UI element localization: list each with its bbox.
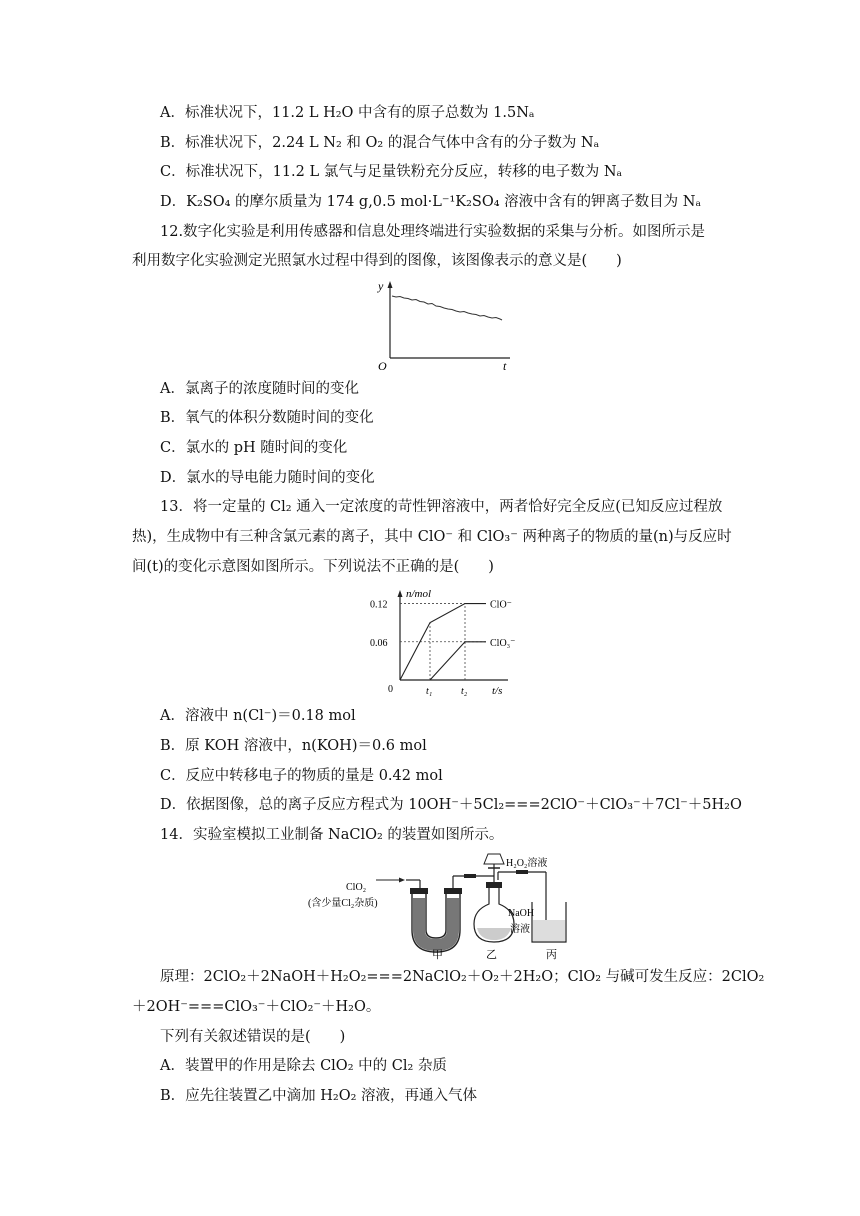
apparatus-label-yi: 乙 [486, 949, 497, 960]
q14-ask: 下列有关叙述错误的是( ) [160, 1029, 346, 1045]
q11-option-d: D．K₂SO₄ 的摩尔质量为 174 g,0.5 mol·L⁻¹K₂SO₄ 溶液中含有的钾离子数目为 Nₐ [160, 194, 702, 210]
q13-option-c: C．反应中转移电子的物质的量是 0.42 mol [160, 768, 443, 784]
q12-option-c: C．氯水的 pH 随时间的变化 [160, 440, 348, 456]
x-tick-label: t₂ [461, 686, 468, 697]
q12-x-label: t [503, 359, 507, 373]
q11-option-a: A．标准状况下，11.2 L H₂O 中含有的原子总数为 1.5Nₐ [160, 105, 535, 121]
series-label-1: ClO₃⁻ [490, 637, 516, 649]
series-line-1 [430, 642, 486, 680]
q13-option-d: D．依据图像，总的离子反应方程式为 10OH⁻＋5Cl₂===2ClO⁻＋ClO₃⁻＋7Cl⁻＋5H₂O [160, 797, 742, 813]
y-axis-label: n/mol [406, 588, 432, 600]
y-tick-label: 0.06 [370, 637, 388, 649]
x-axis-label: t/s [492, 685, 503, 697]
apparatus-funnel-label: H₂O₂溶液 [506, 858, 548, 869]
q13-stem-line2: 热)，生成物中有三种含氯元素的离子，其中 ClO⁻ 和 ClO₃⁻ 两种离子的物质的量(n)与反应时 [132, 529, 732, 545]
q12-curve [392, 296, 502, 320]
y-tick-label: 0 [388, 684, 393, 695]
q12-stem-line1: 12.数字化实验是利用传感器和信息处理终端进行实验数据的采集与分析。如图所示是 [160, 224, 706, 240]
q14-option-a: A．装置甲的作用是除去 ClO₂ 中的 Cl₂ 杂质 [160, 1058, 447, 1074]
q12-stem-line2: 利用数字化实验测定光照氯水过程中得到的图像，该图像表示的意义是( ) [132, 253, 622, 269]
x-tick-label: t₁ [426, 686, 433, 697]
y-axis-arrow [398, 590, 403, 597]
q12-option-d: D．氯水的导电能力随时间的变化 [160, 470, 375, 486]
apparatus-naoh-label-2: 溶液 [510, 924, 530, 935]
apparatus-naoh-label-1: NaOH [508, 908, 535, 919]
q14-apparatus [302, 852, 582, 960]
q12-y-label: y [378, 279, 384, 293]
apparatus-label-jia: 甲 [432, 949, 443, 960]
apparatus-impurity-label: (含少量Cl₂杂质) [308, 898, 378, 909]
q11-option-c: C．标准状况下，11.2 L 氯气与足量铁粉充分反应，转移的电子数为 Nₐ [160, 164, 623, 180]
y-tick-label: 0.12 [370, 599, 388, 611]
q14-principle-line1: 原理：2ClO₂＋2NaOH＋H₂O₂===2NaClO₂＋O₂＋2H₂O；ClO₂ 与碱可发生反应：2ClO₂ [160, 969, 765, 985]
q13-option-a: A．溶液中 n(Cl⁻)＝0.18 mol [160, 708, 356, 724]
series-label-0: ClO⁻ [490, 599, 512, 611]
apparatus-label-bing: 丙 [546, 949, 557, 960]
q14-option-b: B．应先往装置乙中滴加 H₂O₂ 溶液，再通入气体 [160, 1088, 478, 1104]
q11-option-b: B．标准状况下，2.24 L N₂ 和 O₂ 的混合气体中含有的分子数为 Nₐ [160, 135, 600, 151]
q12-origin-label: O [378, 359, 387, 373]
q12-option-a: A．氯离子的浓度随时间的变化 [160, 381, 359, 397]
apparatus-gas-label: ClO₂ [346, 882, 367, 893]
q12-option-b: B．氧气的体积分数随时间的变化 [160, 410, 374, 426]
q13-chart [362, 584, 522, 700]
q12-graph [370, 278, 520, 374]
q14-principle-line2: ＋2OH⁻===ClO₃⁻＋ClO₂⁻＋H₂O。 [132, 999, 381, 1015]
q14-stem: 14．实验室模拟工业制备 NaClO₂ 的装置如图所示。 [160, 827, 504, 843]
q13-stem-line1: 13．将一定量的 Cl₂ 通入一定浓度的苛性钾溶液中，两者恰好完全反应(已知反应过程放 [160, 499, 723, 515]
q13-option-b: B．原 KOH 溶液中，n(KOH)＝0.6 mol [160, 738, 427, 754]
q13-stem-line3: 间(t)的变化示意图如图所示。下列说法不正确的是( ) [132, 559, 494, 575]
